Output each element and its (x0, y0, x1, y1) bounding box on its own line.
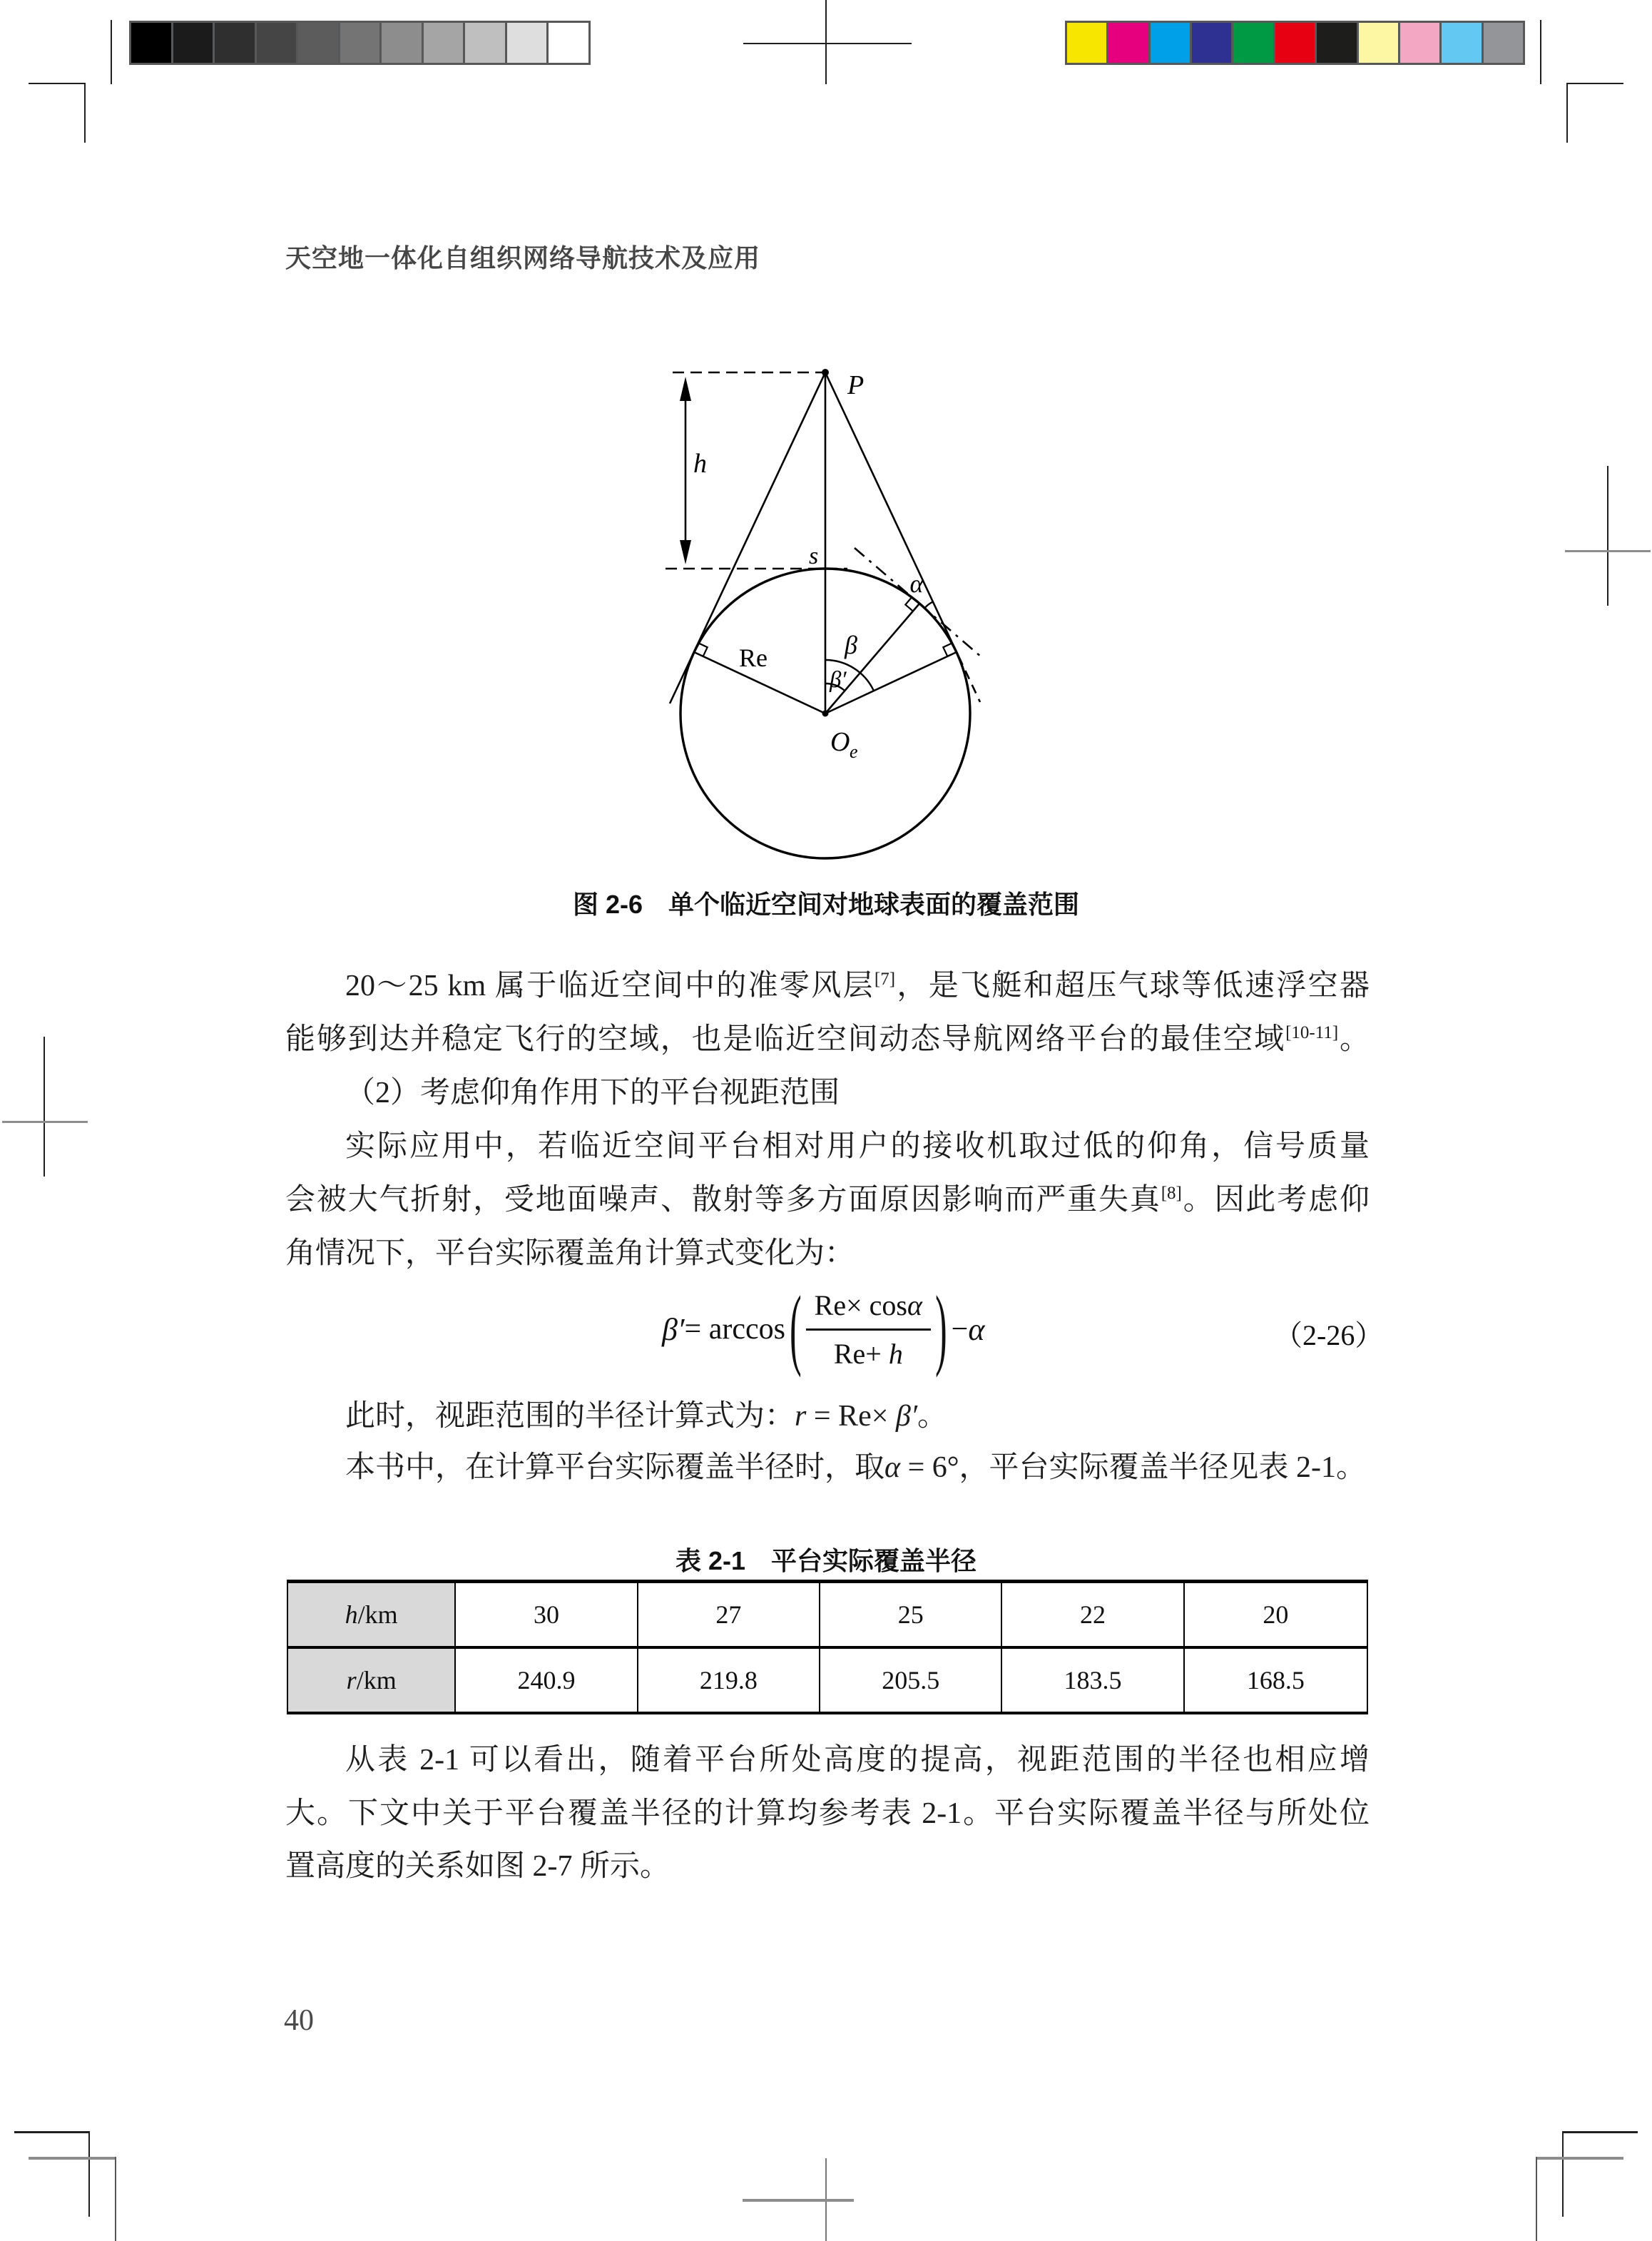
body-line (285, 1183, 1370, 1217)
color-swatch (1108, 23, 1148, 63)
label-P: P (847, 370, 865, 400)
math-var: β′ (895, 1400, 918, 1433)
text-run: ，是飞艇和超压气球等低速浮空器 (895, 970, 1370, 1002)
crop-mark-top-left-h (29, 83, 86, 84)
label-alpha: α (909, 569, 924, 598)
crop-mark-top-right-v2 (1566, 83, 1568, 143)
citation-ref: [10-11] (1285, 1023, 1339, 1042)
crop-mark-bottom-center-h (743, 2199, 854, 2202)
text-run: Re× cos (814, 1289, 907, 1321)
table-row-r (288, 1649, 1367, 1712)
body-line (285, 1450, 1370, 1485)
color-swatch (1442, 23, 1481, 63)
crop-mark-right-middle-h (1565, 550, 1651, 552)
page-number: 40 (284, 2004, 314, 2037)
math-var: α (884, 1451, 901, 1484)
equation-number: （2-26） (1274, 1319, 1384, 1351)
crop-mark-bottom-right-v2 (1536, 2157, 1537, 2241)
math-var: r (346, 1666, 357, 1694)
body-line: 从表 2-1 可以看出，随着平台所处高度的提高，视距范围的半径也相应增 (345, 1744, 1370, 1777)
point-P-dot (822, 369, 829, 376)
fraction-denominator (806, 1331, 931, 1371)
right-tangent-line (825, 372, 957, 652)
crop-mark-left-middle-h (2, 1121, 88, 1123)
equation-tail-var: α (968, 1311, 985, 1347)
gray-swatch (131, 23, 171, 63)
label-beta: β (845, 631, 857, 659)
gray-swatch (298, 23, 338, 63)
table-row-h (288, 1583, 1367, 1649)
equation-2-26 (662, 1279, 984, 1379)
body-line (285, 1399, 1370, 1433)
running-header: 天空地一体化自组织网络导航技术及应用 (285, 244, 761, 273)
alpha-angle-arc (924, 601, 933, 608)
gray-swatch (549, 23, 588, 63)
crop-mark-bottom-left-v2 (115, 2157, 116, 2241)
crop-mark-bottom-right-h2 (1536, 2157, 1623, 2160)
crop-mark-top-right-h (1566, 83, 1623, 84)
text-run: 会被大气折射，受地面噪声、散射等多方面原因影响而严重失真 (285, 1184, 1161, 1216)
gray-swatch (507, 23, 547, 63)
figure-caption: 图 2-6 单个临近空间对地球表面的覆盖范围 (572, 890, 1080, 919)
text-run: /km (357, 1600, 398, 1629)
text-run: 20～25 km 属于临近空间中的准零风层 (345, 970, 875, 1002)
grayscale-calibration-bar (129, 21, 591, 65)
text-run: α (907, 1289, 922, 1321)
center-Oe-dot (822, 711, 829, 717)
crop-mark-top-left-v2 (84, 83, 86, 143)
figure-2-6-diagram (628, 335, 1041, 878)
body-line: 角情况下，平台实际覆盖角计算式变化为： (285, 1237, 855, 1270)
text-run: Re+ (833, 1337, 889, 1370)
table-cell: 30 (456, 1583, 638, 1646)
arrowhead-up-icon (680, 377, 691, 401)
text-run: h (888, 1337, 903, 1370)
body-line: 置高度的关系如图 2-7 所示。 (285, 1850, 670, 1883)
citation-ref: [8] (1161, 1184, 1182, 1203)
body-line (285, 1022, 1370, 1057)
table-cell: 22 (1002, 1583, 1184, 1646)
text-run: = 6° (900, 1451, 959, 1484)
fraction-numerator (806, 1289, 931, 1331)
gray-swatch (382, 23, 422, 63)
equation-tail-op: − (951, 1313, 969, 1346)
crop-mark-top-center-v (825, 0, 827, 84)
crop-mark-bottom-left-v1 (88, 2131, 90, 2217)
table-cell: 205.5 (820, 1649, 1002, 1712)
gray-swatch (424, 23, 464, 63)
text-run: ，平台实际覆盖半径见表 2-1。 (959, 1451, 1367, 1484)
table-cell: 219.8 (638, 1649, 820, 1712)
table-cell: 240.9 (456, 1649, 638, 1712)
gray-swatch (173, 23, 213, 63)
color-swatch (1151, 23, 1190, 63)
body-line: 大。下文中关于平台覆盖半径的计算均参考表 2-1。平台实际覆盖半径与所处位 (285, 1797, 1370, 1830)
row-header-r (288, 1649, 456, 1712)
label-Oe: O (830, 727, 850, 757)
label-Oe-sub: e (850, 741, 858, 762)
gray-swatch (215, 23, 255, 63)
gray-swatch (340, 23, 380, 63)
radius-to-user-point (825, 604, 919, 713)
table-cell: 25 (820, 1583, 1002, 1646)
gray-swatch (465, 23, 505, 63)
color-calibration-bar (1065, 21, 1525, 65)
color-swatch (1192, 23, 1231, 63)
text-run: 。 (917, 1400, 948, 1433)
table-caption: 表 2-1 平台实际覆盖半径 (675, 1546, 977, 1575)
text-run: 本书中，在计算平台实际覆盖半径时，取 (345, 1451, 885, 1484)
color-swatch (1233, 23, 1273, 63)
row-header-h (288, 1583, 456, 1646)
right-angle-user-point (905, 597, 913, 611)
crop-mark-bottom-left-h1 (14, 2131, 90, 2133)
math-var: h (345, 1600, 358, 1629)
crop-mark-top-center-h (743, 43, 912, 44)
body-line: （2）考虑仰角作用下的平台视距范围 (345, 1077, 840, 1109)
equation-fraction (806, 1289, 931, 1371)
right-paren: ) (935, 1279, 947, 1378)
text-run: 此时，视距范围的半径计算式为： (345, 1400, 795, 1433)
equation-lhs-var: β′ (662, 1311, 685, 1347)
crop-mark-top-left-v1 (111, 20, 112, 84)
table-cell: 27 (638, 1583, 820, 1646)
arrowhead-down-icon (680, 540, 691, 564)
citation-ref: [7] (874, 970, 896, 989)
math-var: r (795, 1400, 807, 1433)
crop-mark-bottom-right-h1 (1562, 2131, 1638, 2133)
crop-mark-bottom-left-h2 (29, 2157, 116, 2160)
text-run: /km (356, 1666, 397, 1694)
color-swatch (1484, 23, 1523, 63)
table-cell: 20 (1263, 1600, 1289, 1629)
label-s: s (809, 543, 819, 569)
text-run: = Re× (806, 1400, 896, 1433)
gray-swatch (257, 23, 297, 63)
crop-mark-bottom-right-v1 (1562, 2131, 1564, 2217)
crop-mark-right-middle-v (1607, 466, 1608, 606)
equation-lhs-fn: = arccos (684, 1313, 785, 1346)
color-swatch (1400, 23, 1439, 63)
table-cell: 168.5 (1246, 1666, 1305, 1694)
text-run: 能够到达并稳定飞行的空域，也是临近空间动态导航网络平台的最佳空域 (285, 1023, 1286, 1056)
body-line (285, 969, 1370, 1003)
table-cell: 183.5 (1002, 1649, 1184, 1712)
color-swatch (1067, 23, 1106, 63)
table-2-1 (287, 1580, 1368, 1714)
text-run: 。 (1338, 1023, 1370, 1056)
color-swatch (1275, 23, 1315, 63)
crop-mark-left-middle-v (44, 1037, 45, 1177)
color-swatch (1317, 23, 1356, 63)
left-paren: ( (790, 1279, 802, 1378)
crop-mark-top-right-v1 (1540, 20, 1541, 84)
figure-lines (666, 372, 981, 858)
label-beta-prime: β′ (830, 667, 847, 693)
label-Re: Re (739, 644, 768, 672)
label-h: h (693, 449, 707, 479)
text-run: 。因此考虑仰 (1181, 1184, 1370, 1216)
body-line: 实际应用中，若临近空间平台相对用户的接收机取过低的仰角，信号质量 (345, 1130, 1370, 1163)
color-swatch (1359, 23, 1398, 63)
